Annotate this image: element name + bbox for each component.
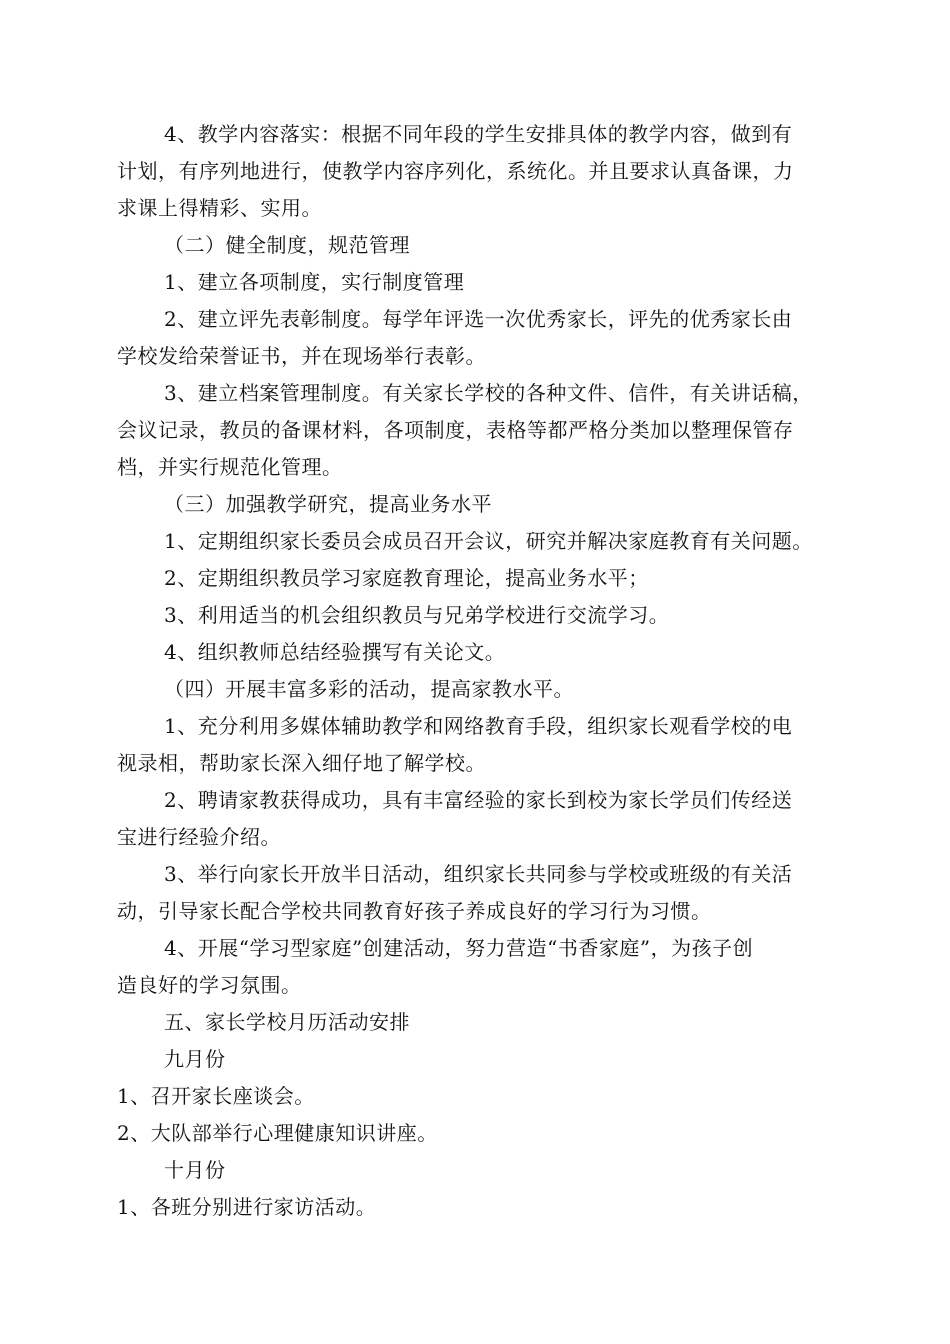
section-heading: （四）开展丰富多彩的活动，提高家教水平。 [164, 677, 574, 701]
paragraph-line: 4、组织教师总结经验撰写有关论文。 [164, 640, 506, 664]
paragraph-line: 4、开展“学习型家庭”创建活动，努力营造“书香家庭”，为孩子创 [164, 936, 754, 960]
paragraph-line: 学校发给荣誉证书，并在现场举行表彰。 [117, 344, 486, 368]
list-item: 1、召开家长座谈会。 [117, 1084, 315, 1108]
month-heading: 九月份 [164, 1047, 226, 1071]
paragraph-line: 造良好的学习氛围。 [117, 973, 302, 997]
paragraph-line: 会议记录，教员的备课材料，各项制度，表格等都严格分类加以整理保管存 [117, 418, 794, 442]
paragraph-line: 求课上得精彩、实用。 [117, 196, 322, 220]
list-item: 1、各班分别进行家访活动。 [117, 1195, 377, 1219]
list-item: 2、大队部举行心理健康知识讲座。 [117, 1121, 438, 1145]
paragraph-line: 3、建立档案管理制度。有关家长学校的各种文件、信件，有关讲话稿， [164, 381, 813, 405]
paragraph-line: 档，并实行规范化管理。 [117, 455, 343, 479]
section-heading: 五、家长学校月历活动安排 [164, 1010, 410, 1034]
paragraph-line: 视录相，帮助家长深入细仔地了解学校。 [117, 751, 486, 775]
paragraph-line: 1、建立各项制度，实行制度管理 [164, 270, 465, 294]
section-heading: （三）加强教学研究，提高业务水平 [164, 492, 492, 516]
paragraph-line: 2、定期组织教员学习家庭教育理论，提高业务水平； [164, 566, 649, 590]
paragraph-line: 1、充分利用多媒体辅助教学和网络教育手段，组织家长观看学校的电 [164, 714, 793, 738]
paragraph-line: 3、举行向家长开放半日活动，组织家长共同参与学校或班级的有关活 [164, 862, 793, 886]
paragraph-line: 2、建立评先表彰制度。每学年评选一次优秀家长，评先的优秀家长由 [164, 307, 793, 331]
paragraph-line: 宝进行经验介绍。 [117, 825, 281, 849]
paragraph-line: 3、利用适当的机会组织教员与兄弟学校进行交流学习。 [164, 603, 670, 627]
paragraph-line: 1、定期组织家长委员会成员召开会议，研究并解决家庭教育有关问题。 [164, 529, 813, 553]
paragraph-line: 动，引导家长配合学校共同教育好孩子养成良好的学习行为习惯。 [117, 899, 712, 923]
paragraph-line: 2、聘请家教获得成功，具有丰富经验的家长到校为家长学员们传经送 [164, 788, 793, 812]
paragraph-line: 4、教学内容落实：根据不同年段的学生安排具体的教学内容，做到有 [164, 122, 793, 146]
paragraph-line: 计划，有序列地进行，使教学内容序列化，系统化。并且要求认真备课，力 [117, 159, 794, 183]
month-heading: 十月份 [164, 1158, 226, 1182]
section-heading: （二）健全制度，规范管理 [164, 233, 410, 257]
